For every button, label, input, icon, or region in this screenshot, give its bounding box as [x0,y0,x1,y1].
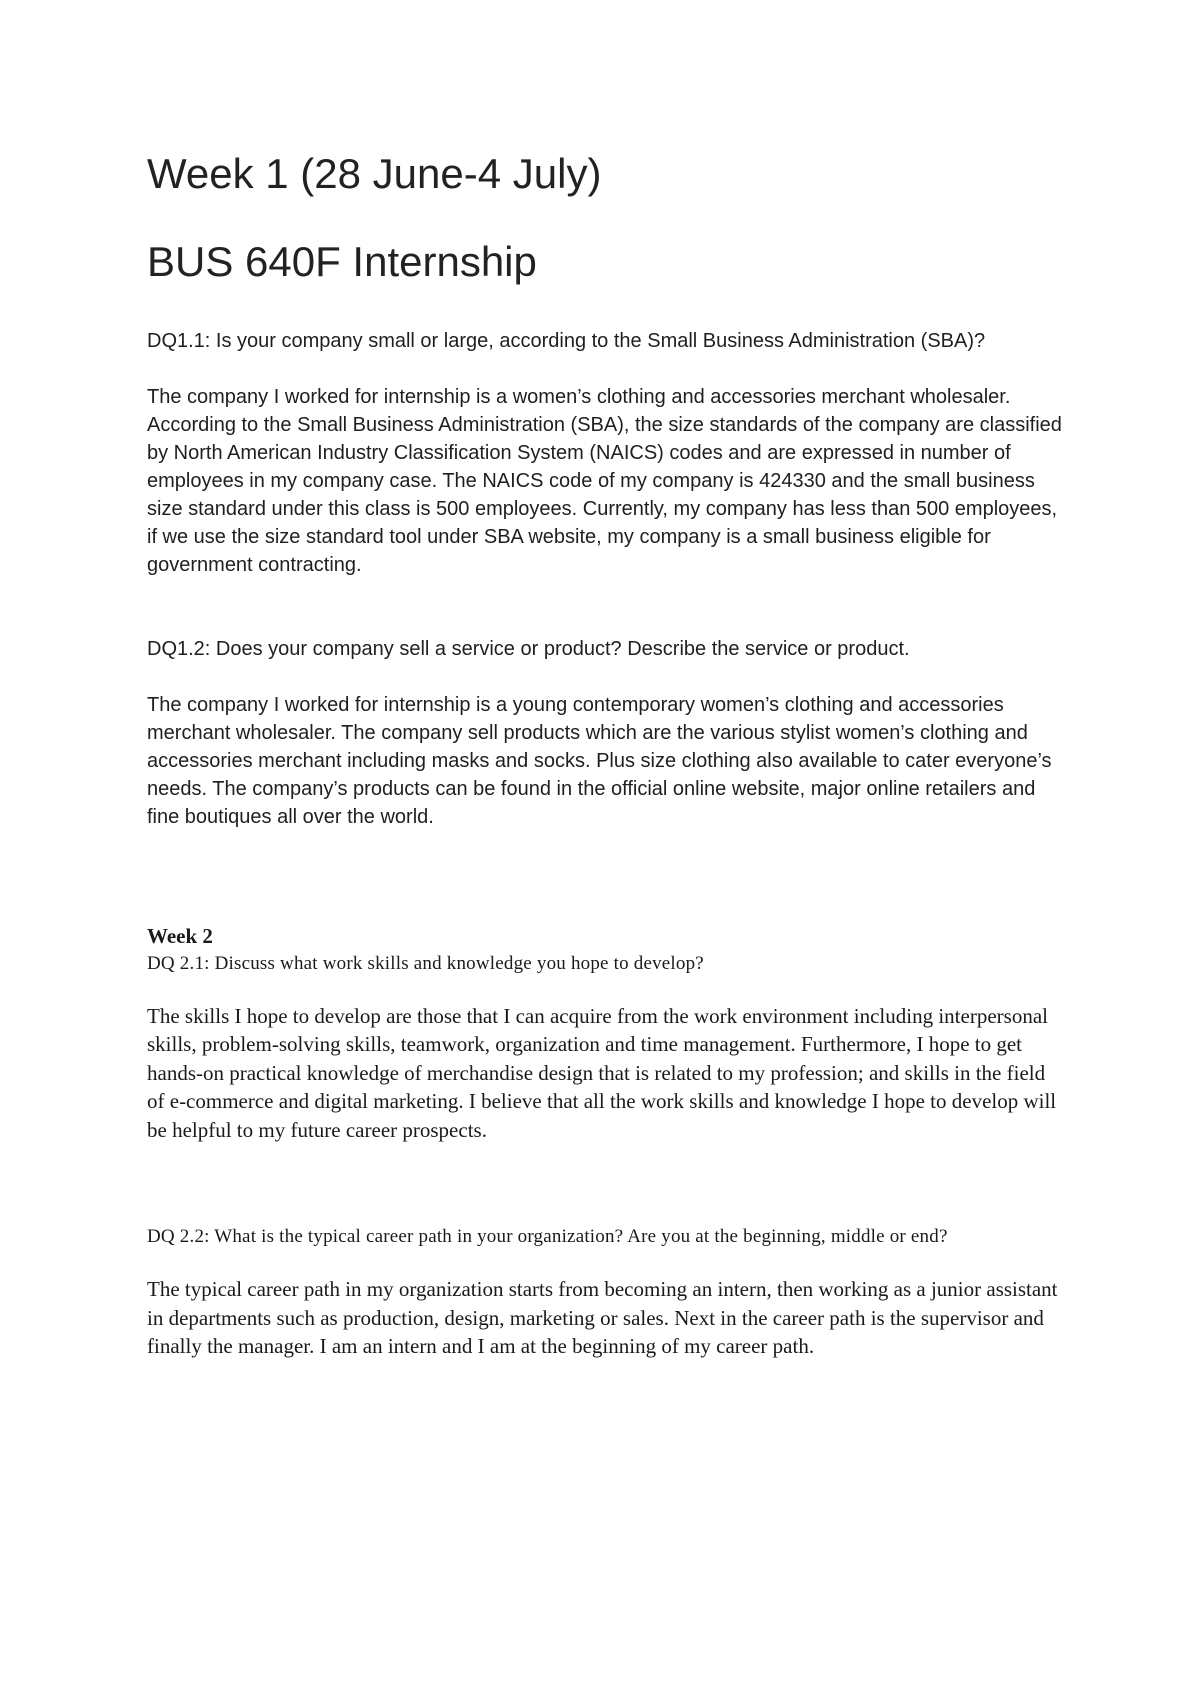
dq2-2-question: DQ 2.2: What is the typical career path in your organization? Are you at the beginning, middle or end? [147,1226,948,1248]
dq1-1-answer: The company I worked for internship is a women’s clothing and accessories merchant wholesaler. According to the Small Business Administration (SBA), the size standards of the company are classified by North American Industry Classification System (NAICS) codes and are expressed in number of employees in my company case. The NAICS code of my company is 424330 and the small business size standard under this class is 500 employees. Currently, my company has less than 500 employees, if we use the size standard tool under SBA website, my company is a small business eligible for government contracting. [147,385,1062,576]
week-title: Week 1 (28 June-4 July) [147,150,602,197]
dq2-1-answer: The skills I hope to develop are those that I can acquire from the work environment including interpersonal skills, problem-solving skills, teamwork, organization and time management. Furthermore, I hope to get hands-on practical knowledge of merchandise design that is related to my profession; and skills in the field of e-commerce and digital marketing. I believe that all the work skills and knowledge I hope to develop will be helpful to my future career prospects. [147,1003,1057,1142]
dq1-1-question: DQ1.1: Is your company small or large, according to the Small Business Administration (SBA)? [147,329,986,352]
dq1-2-question: DQ1.2: Does your company sell a service or product? Describe the service or product. [147,637,910,660]
dq2-1-question: DQ 2.1: Discuss what work skills and knowledge you hope to develop? [147,952,704,974]
document-page [147,150,1067,1361]
course-title: BUS 640F Internship [147,238,537,286]
week2-heading: Week 2 [147,923,213,948]
dq1-2-answer: The company I worked for internship is a young contemporary women’s clothing and accessories merchant wholesaler. The company sell products which are the various stylist women’s clothing and accessories merchant including masks and socks. Plus size clothing also available to cater everyone’s needs. The company’s products can be found in the official online website, major online retailers and fine boutiques all over the world. [147,693,1052,828]
dq2-2-answer: The typical career path in my organization starts from becoming an intern, then working as a junior assistant in departments such as production, design, marketing or sales. Next in the career path is the supervisor and finally the manager. I am an intern and I am at the beginning of my career path. [147,1277,1058,1359]
